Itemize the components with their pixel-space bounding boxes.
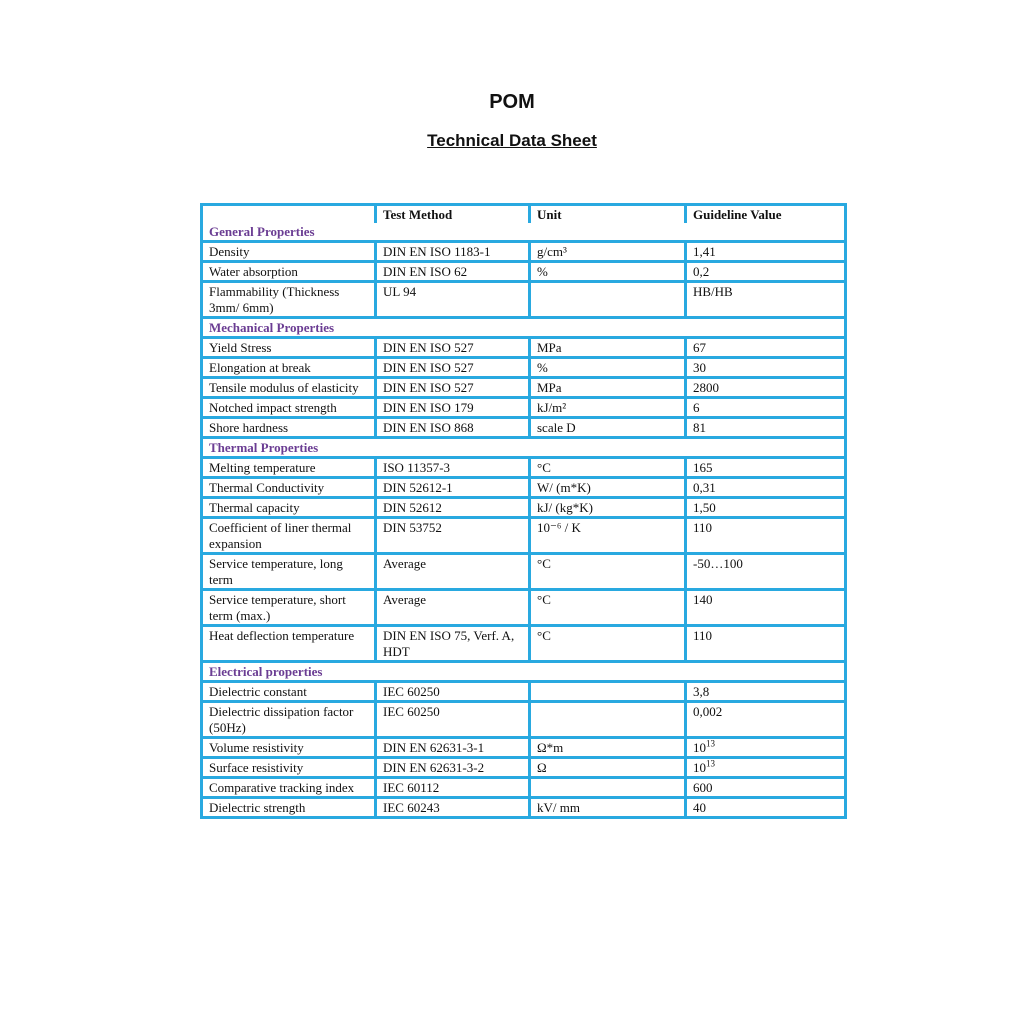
test-method-cell: DIN EN ISO 1183-1 bbox=[377, 243, 531, 263]
unit-cell: kJ/m² bbox=[531, 399, 687, 419]
table-row bbox=[203, 519, 844, 555]
test-method-cell: DIN EN ISO 75, Verf. A, HDT bbox=[377, 627, 531, 663]
unit-cell: scale D bbox=[531, 419, 687, 439]
value-base: 10 bbox=[693, 760, 706, 775]
table-row bbox=[203, 263, 844, 283]
unit-cell: °C bbox=[531, 627, 687, 663]
section-row bbox=[203, 439, 844, 459]
table-row bbox=[203, 779, 844, 799]
test-method-cell: IEC 60243 bbox=[377, 799, 531, 816]
test-method-cell: ISO 11357-3 bbox=[377, 459, 531, 479]
test-method-cell: UL 94 bbox=[377, 283, 531, 319]
test-method-cell: DIN EN ISO 62 bbox=[377, 263, 531, 283]
property-cell: Volume resistivity bbox=[203, 739, 377, 759]
header-guideline-value: Guideline Value bbox=[693, 207, 782, 222]
property-cell: Notched impact strength bbox=[203, 399, 377, 419]
technical-data-table bbox=[200, 203, 847, 819]
test-method-cell: IEC 60250 bbox=[377, 703, 531, 739]
guideline-value-cell: 81 bbox=[687, 419, 844, 439]
value-base: 10 bbox=[693, 740, 706, 755]
property-cell: Density bbox=[203, 243, 377, 263]
table-row bbox=[203, 683, 844, 703]
table-row bbox=[203, 591, 844, 627]
table-header-row bbox=[203, 206, 844, 223]
section-row bbox=[203, 663, 844, 683]
guideline-value-cell: 2800 bbox=[687, 379, 844, 399]
test-method-cell: DIN 52612-1 bbox=[377, 479, 531, 499]
test-method-cell: Average bbox=[377, 591, 531, 627]
property-cell: Melting temperature bbox=[203, 459, 377, 479]
document-subtitle: Technical Data Sheet bbox=[427, 131, 597, 150]
guideline-value-cell: HB/HB bbox=[687, 283, 844, 319]
unit-cell: g/cm³ bbox=[531, 243, 687, 263]
property-cell: Surface resistivity bbox=[203, 759, 377, 779]
guideline-value-cell: 165 bbox=[687, 459, 844, 479]
property-cell: Service temperature, long term bbox=[203, 555, 377, 591]
property-cell: Tensile modulus of elasticity bbox=[203, 379, 377, 399]
property-cell: Elongation at break bbox=[203, 359, 377, 379]
guideline-value-cell: 30 bbox=[687, 359, 844, 379]
unit-cell: MPa bbox=[531, 379, 687, 399]
table-row bbox=[203, 359, 844, 379]
guideline-value-cell: 0,002 bbox=[687, 703, 844, 739]
table-row bbox=[203, 459, 844, 479]
table-row bbox=[203, 759, 844, 779]
guideline-value-cell: 1,50 bbox=[687, 499, 844, 519]
unit-cell bbox=[531, 703, 687, 739]
table-body bbox=[203, 223, 844, 816]
unit-cell: MPa bbox=[531, 339, 687, 359]
unit-cell: % bbox=[531, 359, 687, 379]
unit-cell: W/ (m*K) bbox=[531, 479, 687, 499]
unit-cell: % bbox=[531, 263, 687, 283]
section-title: Mechanical Properties bbox=[203, 319, 844, 339]
unit-cell bbox=[531, 779, 687, 799]
guideline-value-cell: 140 bbox=[687, 591, 844, 627]
unit-cell bbox=[531, 683, 687, 703]
property-cell: Heat deflection temperature bbox=[203, 627, 377, 663]
table-row bbox=[203, 283, 844, 319]
property-cell: Thermal capacity bbox=[203, 499, 377, 519]
document-title: POM bbox=[489, 91, 535, 113]
test-method-cell: DIN EN ISO 527 bbox=[377, 359, 531, 379]
unit-cell: °C bbox=[531, 459, 687, 479]
header-property bbox=[203, 206, 377, 223]
unit-cell: Ω bbox=[531, 759, 687, 779]
guideline-value-cell: 0,2 bbox=[687, 263, 844, 283]
property-cell: Shore hardness bbox=[203, 419, 377, 439]
property-cell: Yield Stress bbox=[203, 339, 377, 359]
section-title: Thermal Properties bbox=[203, 439, 844, 459]
property-cell: Water absorption bbox=[203, 263, 377, 283]
value-exponent: 13 bbox=[706, 758, 715, 769]
section-row bbox=[203, 223, 844, 243]
guideline-value-cell: -50…100 bbox=[687, 555, 844, 591]
table-row bbox=[203, 419, 844, 439]
table-row bbox=[203, 499, 844, 519]
header-unit: Unit bbox=[531, 206, 687, 223]
test-method-cell: DIN EN ISO 868 bbox=[377, 419, 531, 439]
test-method-cell: Average bbox=[377, 555, 531, 591]
property-cell: Comparative tracking index bbox=[203, 779, 377, 799]
unit-cell: 10⁻⁶ / K bbox=[531, 519, 687, 555]
property-cell: Dielectric constant bbox=[203, 683, 377, 703]
property-cell: Dielectric strength bbox=[203, 799, 377, 816]
property-cell: Dielectric dissipation factor (50Hz) bbox=[203, 703, 377, 739]
test-method-cell: IEC 60112 bbox=[377, 779, 531, 799]
guideline-value-cell: 67 bbox=[687, 339, 844, 359]
guideline-value-cell bbox=[687, 739, 844, 759]
table-row bbox=[203, 627, 844, 663]
guideline-value-cell: 110 bbox=[687, 519, 844, 555]
unit-cell bbox=[531, 283, 687, 319]
test-method-cell: DIN 53752 bbox=[377, 519, 531, 555]
test-method-cell: DIN EN ISO 179 bbox=[377, 399, 531, 419]
property-cell: Thermal Conductivity bbox=[203, 479, 377, 499]
test-method-cell: IEC 60250 bbox=[377, 683, 531, 703]
property-cell: Flammability (Thickness 3mm/ 6mm) bbox=[203, 283, 377, 319]
section-title: General Properties bbox=[203, 223, 844, 243]
guideline-value-cell: 110 bbox=[687, 627, 844, 663]
test-method-cell: DIN EN ISO 527 bbox=[377, 379, 531, 399]
unit-cell: Ω*m bbox=[531, 739, 687, 759]
guideline-value-cell: 1,41 bbox=[687, 243, 844, 263]
unit-cell: °C bbox=[531, 591, 687, 627]
unit-cell: kV/ mm bbox=[531, 799, 687, 816]
guideline-value-cell: 6 bbox=[687, 399, 844, 419]
value-exponent: 13 bbox=[706, 738, 715, 749]
test-method-cell: DIN 52612 bbox=[377, 499, 531, 519]
section-title: Electrical properties bbox=[203, 663, 844, 683]
unit-cell: °C bbox=[531, 555, 687, 591]
header-test-method: Test Method bbox=[377, 206, 531, 223]
table-row bbox=[203, 399, 844, 419]
guideline-value-cell bbox=[687, 759, 844, 779]
table-row bbox=[203, 379, 844, 399]
property-cell: Coefficient of liner thermal expansion bbox=[203, 519, 377, 555]
table-row bbox=[203, 555, 844, 591]
section-row bbox=[203, 319, 844, 339]
guideline-value-cell: 3,8 bbox=[687, 683, 844, 703]
table-row bbox=[203, 703, 844, 739]
property-cell: Service temperature, short term (max.) bbox=[203, 591, 377, 627]
table-row bbox=[203, 479, 844, 499]
test-method-cell: DIN EN ISO 527 bbox=[377, 339, 531, 359]
guideline-value-cell: 40 bbox=[693, 800, 706, 815]
test-method-cell: DIN EN 62631-3-1 bbox=[377, 739, 531, 759]
table-row bbox=[203, 339, 844, 359]
table-row bbox=[203, 799, 844, 816]
table-row bbox=[203, 243, 844, 263]
unit-cell: kJ/ (kg*K) bbox=[531, 499, 687, 519]
guideline-value-cell: 600 bbox=[687, 779, 844, 799]
guideline-value-cell: 0,31 bbox=[687, 479, 844, 499]
table-row bbox=[203, 739, 844, 759]
test-method-cell: DIN EN 62631-3-2 bbox=[377, 759, 531, 779]
